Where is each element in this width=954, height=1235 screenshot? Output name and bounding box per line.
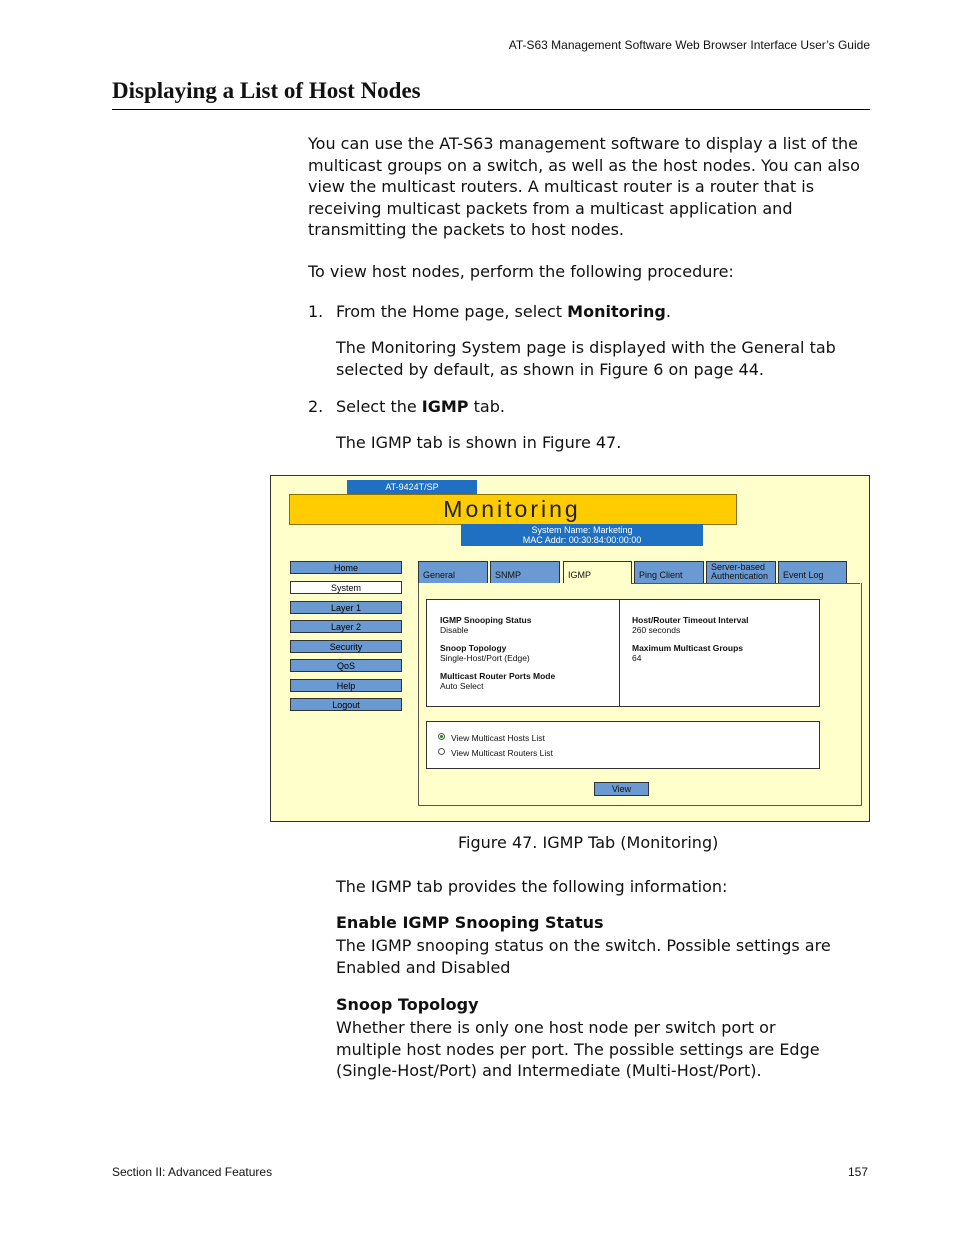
topology-value: Single-Host/Port (Edge) (440, 653, 530, 663)
max-groups-label: Maximum Multicast Groups (632, 643, 743, 653)
title-rule (112, 109, 870, 110)
nav-security-button[interactable]: Security (290, 640, 402, 653)
settings-left-column (440, 615, 555, 691)
timeout-label: Host/Router Timeout Interval (632, 615, 749, 625)
after-figure-text: The IGMP tab provides the following information: (336, 877, 728, 896)
view-options-box (426, 721, 820, 769)
tab-snmp[interactable]: SNMP (490, 561, 560, 583)
section-title: Displaying a List of Host Nodes (112, 78, 421, 103)
step-1-note: The Monitoring System page is displayed with the General tab selected by default, as shown in Figure 6 on page 44. (336, 338, 836, 379)
step-1-text: From the Home page, select Monitoring. (336, 302, 671, 321)
tab-server-auth-line1: Server-based (711, 562, 766, 572)
tab-event-log[interactable]: Event Log (778, 561, 847, 583)
nav-home-button[interactable]: Home (290, 561, 402, 574)
radio-hosts-list[interactable] (438, 733, 445, 740)
intro-paragraph: You can use the AT-S63 management software to display a list of the multicast groups on a switch, as well as the host nodes. You can also view the multicast routers. A multicast router is a router that is receiving multicast packets from a multicast application and transmitting the packets to host nodes. (308, 134, 860, 240)
nav-logout-button[interactable]: Logout (290, 698, 402, 711)
tab-server-auth-line2: Authentication (711, 571, 769, 581)
nav-layer1-button[interactable]: Layer 1 (290, 601, 402, 614)
nav-system-button[interactable]: System (290, 581, 402, 594)
running-header: AT-S63 Management Software Web Browser Interface User’s Guide (508, 38, 870, 52)
figure-caption: Figure 47. IGMP Tab (Monitoring) (458, 833, 719, 852)
step-2-text: Select the IGMP tab. (336, 397, 505, 416)
footer-section: Section II: Advanced Features (112, 1165, 273, 1179)
radio-routers-list[interactable] (438, 748, 445, 755)
device-model: AT-9424T/SP (347, 480, 477, 494)
page-number: 157 (847, 1165, 868, 1179)
settings-divider (619, 599, 620, 707)
igmp-figure (270, 475, 870, 822)
definition-term: Enable IGMP Snooping Status (336, 913, 604, 932)
definition-term: Snoop Topology (336, 995, 479, 1014)
router-mode-value: Auto Select (440, 681, 484, 691)
settings-right-column (632, 615, 749, 663)
radio-hosts-label: View Multicast Hosts List (451, 733, 545, 743)
tab-server-auth[interactable] (706, 561, 776, 583)
system-name: System Name: Marketing (531, 525, 633, 535)
snoop-status-label: IGMP Snooping Status (440, 615, 532, 625)
tab-ping-client[interactable]: Ping Client (634, 561, 704, 583)
definition-desc: The IGMP snooping status on the switch. Possible settings are Enabled and Disabled (336, 936, 831, 977)
tab-general[interactable]: General (418, 561, 488, 583)
tab-igmp[interactable]: IGMP (563, 561, 632, 583)
nav-layer2-button[interactable]: Layer 2 (290, 620, 402, 633)
step-2-number: 2. (308, 397, 324, 416)
monitoring-title: Monitoring (443, 496, 581, 522)
snoop-status-value: Disable (440, 625, 469, 635)
panel-top-line (631, 583, 860, 584)
view-button[interactable]: View (594, 782, 649, 796)
radio-routers-label: View Multicast Routers List (451, 748, 553, 758)
max-groups-value: 64 (632, 653, 642, 663)
step-2-note: The IGMP tab is shown in Figure 47. (336, 433, 622, 452)
router-mode-label: Multicast Router Ports Mode (440, 671, 556, 681)
definition-desc: Whether there is only one host node per switch port or multiple host nodes per port. The possible settings are Edge (Single-Host/Port) and Intermediate (Multi-Host/Port). (336, 1018, 820, 1081)
topology-label: Snoop Topology (440, 643, 507, 653)
nav-qos-button[interactable]: QoS (290, 659, 402, 672)
mac-address: MAC Addr: 00:30:84:00:00:00 (522, 535, 642, 545)
nav-help-button[interactable]: Help (290, 679, 402, 692)
procedure-intro: To view host nodes, perform the following procedure: (308, 262, 734, 281)
system-info (461, 524, 703, 546)
timeout-value: 260 seconds (632, 625, 681, 635)
step-1-number: 1. (308, 302, 324, 321)
